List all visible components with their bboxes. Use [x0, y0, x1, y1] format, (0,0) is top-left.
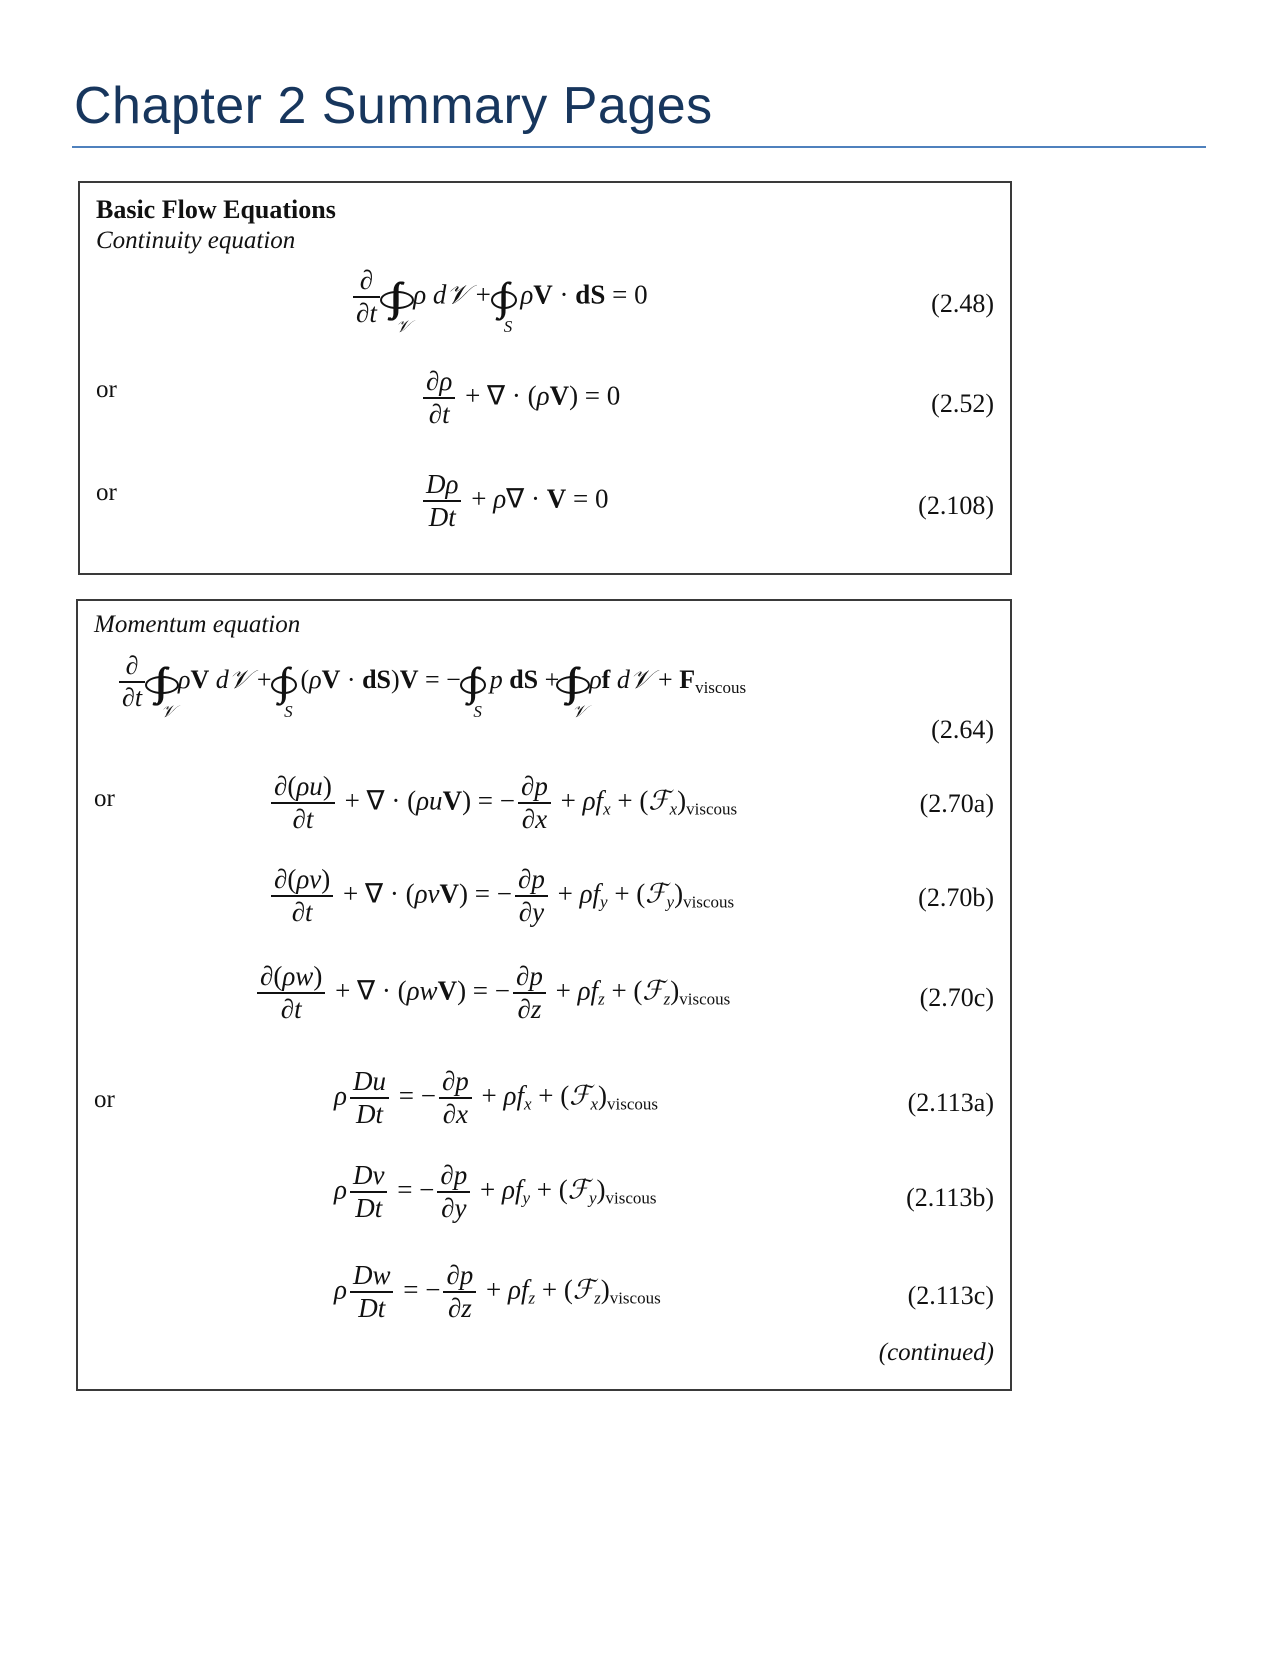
equation-number: (2.64) [931, 715, 994, 744]
viscous-subscript: viscous [607, 1094, 659, 1114]
or-label: or [96, 376, 117, 403]
equation-2-48: $\frac{\partial}{\partial t}$ ∫∫∫ 𝒱 ρ d𝒱 + ∫∫ S ρV · dS = 0 [350, 265, 648, 329]
equation-number: (2.108) [918, 491, 994, 520]
momentum-subheading: Momentum equation [94, 611, 301, 638]
equation-number: (2.113a) [907, 1088, 994, 1117]
box-heading: Basic Flow Equations [96, 195, 336, 224]
viscous-subscript: viscous [695, 677, 747, 697]
viscous-subscript: viscous [686, 799, 738, 819]
continuity-subheading: Continuity equation [96, 227, 296, 254]
equation-number: (2.70a) [919, 789, 994, 818]
equation-number: (2.70b) [918, 883, 994, 912]
momentum-equation-box [76, 599, 1012, 1391]
equation-2-70c: $\frac{\partial(\rho w)}{\partial t}$ + ∇ · (ρwV) = − $\frac{\partial p}{\partial z}$ + ρfz + (ℱz)viscous [254, 961, 730, 1025]
viscous-subscript: viscous [605, 1188, 657, 1208]
equation-2-64: $\frac{\partial}{\partial t}$ ∫∫∫ 𝒱 ρV d𝒱 + ∫∫ S (ρV · dS)V = − ∫∫ S p dS + ∫∫∫ 𝒱 ρf d𝒱 + Fviscous [116, 651, 746, 713]
page-title: Chapter 2 Summary Pages [74, 77, 713, 135]
viscous-subscript: viscous [683, 892, 735, 912]
or-label: or [94, 785, 115, 812]
viscous-subscript: viscous [609, 1288, 661, 1308]
continuity-equation-box [78, 181, 1012, 575]
equation-2-108: $\frac{D\rho}{Dt}$ + ρ∇ · V = 0 [420, 469, 608, 533]
equation-2-70a: $\frac{\partial(\rho u)}{\partial t}$ + ∇ · (ρuV) = − $\frac{\partial p}{\partial x}$ + ρfx + (ℱx)viscous [268, 771, 737, 835]
equation-2-113b: ρ $\frac{Dv}{Dt}$ = − $\frac{\partial p}{\partial y}$ + ρfy + (ℱy)viscous [334, 1160, 657, 1224]
equation-number: (2.113b) [906, 1183, 994, 1212]
equation-2-113a: ρ $\frac{Du}{Dt}$ = − $\frac{\partial p}{\partial x}$ + ρfx + (ℱx)viscous [334, 1066, 659, 1130]
equation-2-113c: ρ $\frac{Dw}{Dt}$ = − $\frac{\partial p}{\partial z}$ + ρfz + (ℱz)viscous [334, 1260, 661, 1324]
equation-number: (2.113c) [907, 1281, 994, 1310]
equation-number: (2.70c) [919, 983, 994, 1012]
equation-2-52: $\frac{\partial\rho}{\partial t}$ + ∇ · (ρV) = 0 [420, 366, 620, 430]
equation-number: (2.52) [931, 389, 994, 418]
equation-2-70b: $\frac{\partial(\rho v)}{\partial t}$ + ∇ · (ρvV) = − $\frac{\partial p}{\partial y}$ + ρfy + (ℱy)viscous [268, 864, 734, 928]
or-label: or [94, 1086, 115, 1113]
viscous-subscript: viscous [679, 989, 731, 1009]
equation-number: (2.48) [931, 289, 994, 318]
or-label: or [96, 479, 117, 506]
title-divider [72, 146, 1206, 148]
continued-note: (continued) [878, 1339, 994, 1366]
